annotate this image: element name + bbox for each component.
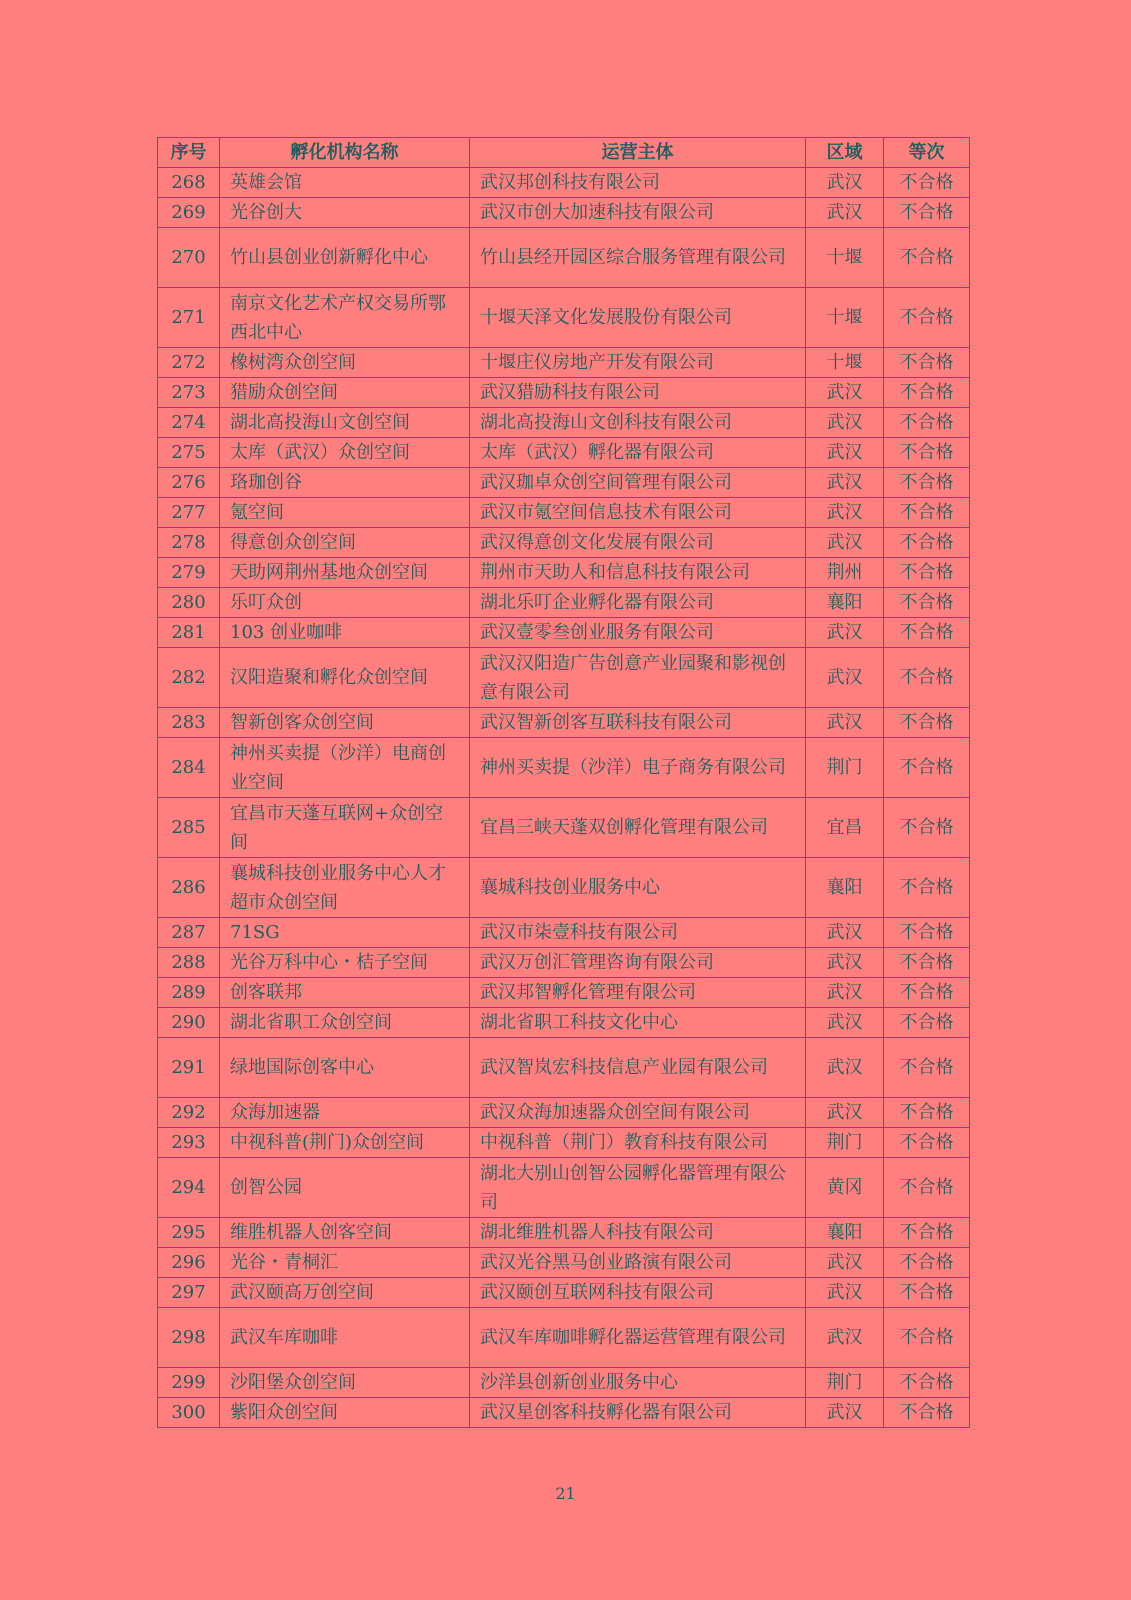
cell-region: 襄阳	[806, 588, 884, 618]
cell-grade: 不合格	[884, 198, 970, 228]
cell-region: 武汉	[806, 1008, 884, 1038]
cell-operator: 神州买卖提（沙洋）电子商务有限公司	[470, 738, 806, 798]
cell-serial-number: 293	[158, 1128, 220, 1158]
cell-region: 武汉	[806, 648, 884, 708]
table-row	[158, 1308, 970, 1368]
cell-incubator-name: 武汉颐高万创空间	[220, 1278, 470, 1308]
cell-region: 武汉	[806, 948, 884, 978]
cell-serial-number: 285	[158, 798, 220, 858]
table-row	[158, 618, 970, 648]
cell-serial-number: 295	[158, 1218, 220, 1248]
cell-operator: 湖北高投海山文创科技有限公司	[470, 408, 806, 438]
cell-serial-number: 273	[158, 378, 220, 408]
cell-grade: 不合格	[884, 438, 970, 468]
cell-serial-number: 286	[158, 858, 220, 918]
table-row	[158, 1158, 970, 1218]
table-row	[158, 1218, 970, 1248]
cell-incubator-name: 众海加速器	[220, 1098, 470, 1128]
cell-region: 武汉	[806, 978, 884, 1008]
table-row	[158, 228, 970, 288]
cell-region: 武汉	[806, 1398, 884, 1428]
table-row	[158, 498, 970, 528]
cell-operator: 湖北乐叮企业孵化器有限公司	[470, 588, 806, 618]
cell-serial-number: 300	[158, 1398, 220, 1428]
table-row	[158, 738, 970, 798]
cell-grade: 不合格	[884, 588, 970, 618]
cell-grade: 不合格	[884, 1008, 970, 1038]
cell-operator: 宜昌三峡天蓬双创孵化管理有限公司	[470, 798, 806, 858]
cell-serial-number: 287	[158, 918, 220, 948]
table-row	[158, 1098, 970, 1128]
cell-incubator-name: 智新创客众创空间	[220, 708, 470, 738]
cell-region: 十堰	[806, 288, 884, 348]
cell-grade: 不合格	[884, 708, 970, 738]
cell-incubator-name: 湖北省职工众创空间	[220, 1008, 470, 1038]
cell-grade: 不合格	[884, 798, 970, 858]
cell-incubator-name: 湖北高投海山文创空间	[220, 408, 470, 438]
cell-region: 武汉	[806, 198, 884, 228]
cell-operator: 荆州市天助人和信息科技有限公司	[470, 558, 806, 588]
cell-operator: 武汉珈卓众创空间管理有限公司	[470, 468, 806, 498]
table-row	[158, 1248, 970, 1278]
cell-serial-number: 298	[158, 1308, 220, 1368]
cell-serial-number: 296	[158, 1248, 220, 1278]
cell-incubator-name: 橡树湾众创空间	[220, 348, 470, 378]
cell-operator: 武汉壹零叁创业服务有限公司	[470, 618, 806, 648]
table-header-row	[158, 138, 970, 168]
cell-region: 荆门	[806, 1368, 884, 1398]
cell-serial-number: 288	[158, 948, 220, 978]
table-row	[158, 1128, 970, 1158]
cell-grade: 不合格	[884, 618, 970, 648]
cell-incubator-name: 光谷创大	[220, 198, 470, 228]
cell-incubator-name: 氪空间	[220, 498, 470, 528]
cell-grade: 不合格	[884, 378, 970, 408]
cell-grade: 不合格	[884, 1248, 970, 1278]
cell-incubator-name: 神州买卖提（沙洋）电商创业空间	[220, 738, 470, 798]
cell-serial-number: 268	[158, 168, 220, 198]
cell-incubator-name: 中视科普(荆门)众创空间	[220, 1128, 470, 1158]
cell-operator: 武汉得意创文化发展有限公司	[470, 528, 806, 558]
cell-operator: 襄城科技创业服务中心	[470, 858, 806, 918]
cell-incubator-name: 猎励众创空间	[220, 378, 470, 408]
cell-region: 武汉	[806, 408, 884, 438]
cell-operator: 武汉猎励科技有限公司	[470, 378, 806, 408]
table-row	[158, 528, 970, 558]
cell-region: 武汉	[806, 378, 884, 408]
cell-incubator-name: 乐叮众创	[220, 588, 470, 618]
cell-operator: 沙洋县创新创业服务中心	[470, 1368, 806, 1398]
cell-region: 武汉	[806, 498, 884, 528]
cell-region: 武汉	[806, 1038, 884, 1098]
header-grade: 等次	[884, 138, 970, 168]
cell-region: 荆州	[806, 558, 884, 588]
cell-region: 十堰	[806, 228, 884, 288]
cell-incubator-name: 宜昌市天蓬互联网+众创空间	[220, 798, 470, 858]
cell-incubator-name: 得意创众创空间	[220, 528, 470, 558]
cell-operator: 太库（武汉）孵化器有限公司	[470, 438, 806, 468]
table-row	[158, 648, 970, 708]
cell-grade: 不合格	[884, 1218, 970, 1248]
page-number: 21	[555, 1484, 576, 1503]
cell-grade: 不合格	[884, 648, 970, 708]
cell-incubator-name: 绿地国际创客中心	[220, 1038, 470, 1098]
cell-region: 武汉	[806, 1308, 884, 1368]
cell-operator: 武汉万创汇管理咨询有限公司	[470, 948, 806, 978]
cell-region: 襄阳	[806, 1218, 884, 1248]
cell-region: 荆门	[806, 1128, 884, 1158]
cell-incubator-name: 竹山县创业创新孵化中心	[220, 228, 470, 288]
cell-region: 武汉	[806, 528, 884, 558]
cell-serial-number: 281	[158, 618, 220, 648]
table-row	[158, 798, 970, 858]
cell-operator: 武汉汉阳造广告创意产业园聚和影视创意有限公司	[470, 648, 806, 708]
table-row	[158, 1368, 970, 1398]
cell-serial-number: 276	[158, 468, 220, 498]
cell-grade: 不合格	[884, 348, 970, 378]
cell-incubator-name: 南京文化艺术产权交易所鄂西北中心	[220, 288, 470, 348]
table-row	[158, 378, 970, 408]
cell-serial-number: 278	[158, 528, 220, 558]
cell-serial-number: 284	[158, 738, 220, 798]
cell-region: 襄阳	[806, 858, 884, 918]
cell-region: 武汉	[806, 468, 884, 498]
cell-region: 武汉	[806, 1248, 884, 1278]
header-incubator-name: 孵化机构名称	[220, 138, 470, 168]
table-row	[158, 438, 970, 468]
cell-region: 武汉	[806, 168, 884, 198]
cell-region: 武汉	[806, 618, 884, 648]
table-row	[158, 288, 970, 348]
table-row	[158, 708, 970, 738]
cell-region: 荆门	[806, 738, 884, 798]
cell-operator: 十堰天泽文化发展股份有限公司	[470, 288, 806, 348]
cell-serial-number: 282	[158, 648, 220, 708]
incubator-table	[157, 137, 970, 1428]
cell-serial-number: 283	[158, 708, 220, 738]
cell-grade: 不合格	[884, 1308, 970, 1368]
cell-serial-number: 294	[158, 1158, 220, 1218]
cell-incubator-name: 维胜机器人创客空间	[220, 1218, 470, 1248]
table-row	[158, 1278, 970, 1308]
cell-incubator-name: 武汉车库咖啡	[220, 1308, 470, 1368]
cell-operator: 武汉智岚宏科技信息产业园有限公司	[470, 1038, 806, 1098]
cell-operator: 武汉智新创客互联科技有限公司	[470, 708, 806, 738]
cell-serial-number: 291	[158, 1038, 220, 1098]
cell-incubator-name: 紫阳众创空间	[220, 1398, 470, 1428]
cell-region: 黄冈	[806, 1158, 884, 1218]
cell-grade: 不合格	[884, 558, 970, 588]
table-row	[158, 408, 970, 438]
cell-grade: 不合格	[884, 468, 970, 498]
cell-incubator-name: 珞珈创谷	[220, 468, 470, 498]
cell-operator: 中视科普（荆门）教育科技有限公司	[470, 1128, 806, 1158]
table-row	[158, 588, 970, 618]
cell-grade: 不合格	[884, 498, 970, 528]
cell-grade: 不合格	[884, 228, 970, 288]
cell-serial-number: 280	[158, 588, 220, 618]
cell-grade: 不合格	[884, 1398, 970, 1428]
cell-region: 武汉	[806, 708, 884, 738]
cell-incubator-name: 汉阳造聚和孵化众创空间	[220, 648, 470, 708]
cell-incubator-name: 天助网荆州基地众创空间	[220, 558, 470, 588]
cell-grade: 不合格	[884, 1038, 970, 1098]
cell-grade: 不合格	[884, 1368, 970, 1398]
cell-grade: 不合格	[884, 738, 970, 798]
cell-operator: 武汉邦创科技有限公司	[470, 168, 806, 198]
cell-operator: 竹山县经开园区综合服务管理有限公司	[470, 228, 806, 288]
cell-serial-number: 290	[158, 1008, 220, 1038]
cell-grade: 不合格	[884, 1128, 970, 1158]
table-row	[158, 1398, 970, 1428]
table-row	[158, 198, 970, 228]
cell-grade: 不合格	[884, 528, 970, 558]
cell-operator: 十堰庄仪房地产开发有限公司	[470, 348, 806, 378]
cell-region: 武汉	[806, 438, 884, 468]
cell-region: 武汉	[806, 1278, 884, 1308]
table-row	[158, 558, 970, 588]
cell-serial-number: 279	[158, 558, 220, 588]
cell-grade: 不合格	[884, 168, 970, 198]
cell-serial-number: 289	[158, 978, 220, 1008]
cell-incubator-name: 光谷万科中心・桔子空间	[220, 948, 470, 978]
cell-incubator-name: 襄城科技创业服务中心人才超市众创空间	[220, 858, 470, 918]
cell-incubator-name: 创客联邦	[220, 978, 470, 1008]
header-serial-number: 序号	[158, 138, 220, 168]
cell-grade: 不合格	[884, 1158, 970, 1218]
cell-region: 武汉	[806, 1098, 884, 1128]
cell-operator: 武汉市柒壹科技有限公司	[470, 918, 806, 948]
cell-operator: 武汉车库咖啡孵化器运营管理有限公司	[470, 1308, 806, 1368]
cell-grade: 不合格	[884, 858, 970, 918]
table-row	[158, 858, 970, 918]
cell-operator: 武汉光谷黑马创业路演有限公司	[470, 1248, 806, 1278]
cell-incubator-name: 太库（武汉）众创空间	[220, 438, 470, 468]
cell-incubator-name: 创智公园	[220, 1158, 470, 1218]
cell-region: 宜昌	[806, 798, 884, 858]
cell-serial-number: 299	[158, 1368, 220, 1398]
cell-operator: 武汉市创大加速科技有限公司	[470, 198, 806, 228]
cell-grade: 不合格	[884, 1278, 970, 1308]
cell-operator: 湖北维胜机器人科技有限公司	[470, 1218, 806, 1248]
cell-serial-number: 274	[158, 408, 220, 438]
table-row	[158, 1038, 970, 1098]
header-region: 区域	[806, 138, 884, 168]
cell-incubator-name: 103 创业咖啡	[220, 618, 470, 648]
cell-operator: 湖北省职工科技文化中心	[470, 1008, 806, 1038]
cell-region: 武汉	[806, 918, 884, 948]
cell-incubator-name: 光谷・青桐汇	[220, 1248, 470, 1278]
cell-serial-number: 297	[158, 1278, 220, 1308]
table-row	[158, 978, 970, 1008]
cell-operator: 武汉市氪空间信息技术有限公司	[470, 498, 806, 528]
cell-grade: 不合格	[884, 288, 970, 348]
table-body	[158, 168, 970, 1428]
cell-operator: 武汉众海加速器众创空间有限公司	[470, 1098, 806, 1128]
cell-operator: 武汉颐创互联网科技有限公司	[470, 1278, 806, 1308]
cell-operator: 武汉星创客科技孵化器有限公司	[470, 1398, 806, 1428]
cell-grade: 不合格	[884, 978, 970, 1008]
cell-serial-number: 270	[158, 228, 220, 288]
table-row	[158, 918, 970, 948]
cell-grade: 不合格	[884, 408, 970, 438]
cell-operator: 武汉邦智孵化管理有限公司	[470, 978, 806, 1008]
table-row	[158, 468, 970, 498]
cell-serial-number: 272	[158, 348, 220, 378]
cell-serial-number: 277	[158, 498, 220, 528]
cell-incubator-name: 沙阳堡众创空间	[220, 1368, 470, 1398]
cell-serial-number: 269	[158, 198, 220, 228]
header-operator: 运营主体	[470, 138, 806, 168]
table-row	[158, 168, 970, 198]
table-row	[158, 948, 970, 978]
cell-serial-number: 271	[158, 288, 220, 348]
cell-serial-number: 292	[158, 1098, 220, 1128]
cell-grade: 不合格	[884, 1098, 970, 1128]
cell-grade: 不合格	[884, 918, 970, 948]
table-row	[158, 348, 970, 378]
cell-serial-number: 275	[158, 438, 220, 468]
cell-incubator-name: 英雄会馆	[220, 168, 470, 198]
cell-region: 十堰	[806, 348, 884, 378]
cell-operator: 湖北大别山创智公园孵化器管理有限公司	[470, 1158, 806, 1218]
cell-incubator-name: 71SG	[220, 918, 470, 948]
cell-grade: 不合格	[884, 948, 970, 978]
table-row	[158, 1008, 970, 1038]
